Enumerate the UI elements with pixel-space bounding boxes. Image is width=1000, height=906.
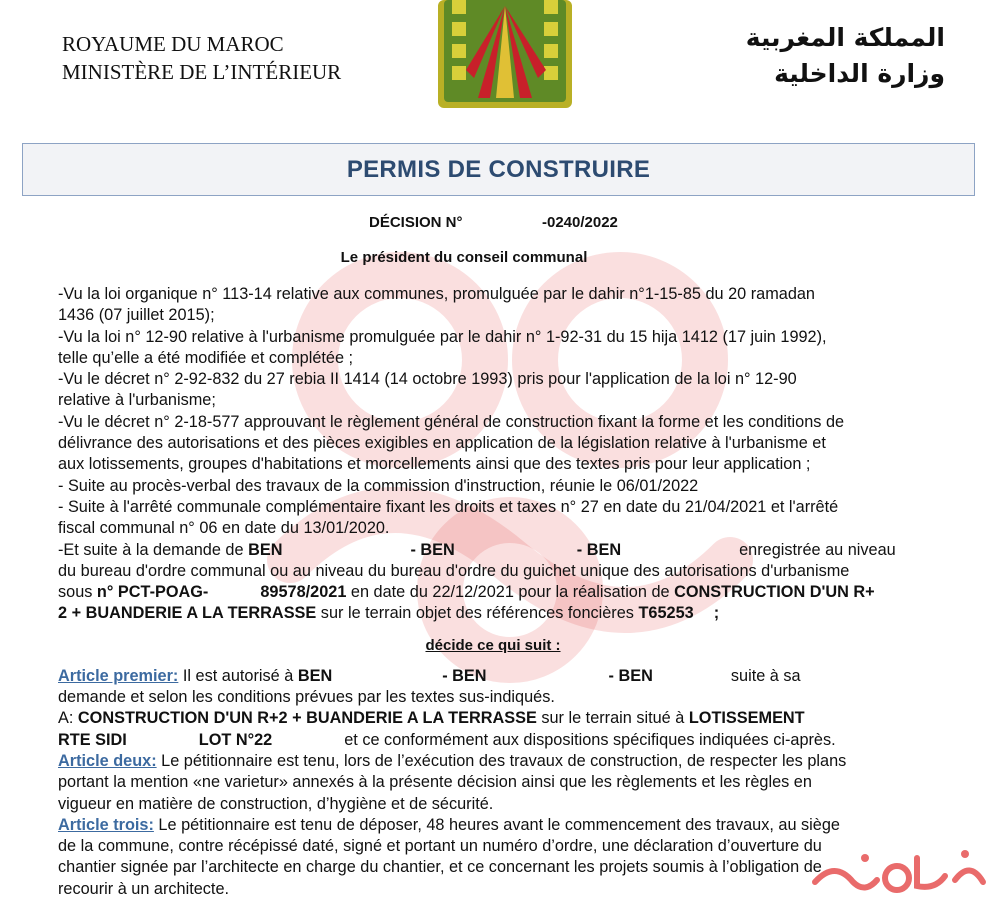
visa-line: telle qu’elle a été modifiée et complétée ;	[58, 348, 354, 367]
article2-label: Article deux:	[58, 751, 157, 770]
demande-line	[58, 603, 973, 624]
document-body	[58, 284, 973, 900]
project-name: 2 + BUANDERIE A LA TERRASSE	[58, 604, 317, 623]
article1-text: sur le terrain situé à	[536, 709, 689, 728]
article1-text: Il est autorisé à	[178, 666, 298, 685]
kingdom-label: ROYAUME DU MAROC	[62, 32, 284, 56]
demande-line	[58, 582, 973, 603]
demande-line	[58, 540, 973, 561]
article1-a-prefix: A:	[58, 709, 78, 728]
decide-heading: décide ce qui suit :	[425, 636, 561, 654]
visa-line: aux lotissements, groupes d'habitations et morcellements ainsi que des textes pris pour leur application ;	[58, 455, 811, 474]
visa-line: -Vu le décret n° 2-18-577 approuvant le règlement général de construction fixant la forme et les conditions de	[58, 412, 845, 431]
applicant-name: - BEN	[410, 540, 455, 559]
applicant-name: BEN	[248, 540, 283, 559]
ministry-arabic-label: وزارة الداخلية	[774, 59, 945, 88]
visa-line: relative à l'urbanisme;	[58, 391, 216, 410]
lot-number: LOT N°22	[198, 730, 273, 749]
date-text: en date du 22/12/2021 pour la réalisation de	[346, 583, 675, 602]
project-name: CONSTRUCTION D'UN R+2 + BUANDERIE A LA TERRASSE	[77, 709, 537, 728]
decision-label: DÉCISION N°	[369, 214, 463, 231]
land-title: T65253	[638, 604, 694, 623]
article3-line: recourir à un architecte.	[58, 879, 230, 898]
conform-text: et ce conformément aux dispositions spécifiques indiquées ci-après.	[344, 730, 836, 749]
route-label: RTE SIDI	[58, 730, 127, 749]
decision-number: -0240/2022	[542, 214, 618, 231]
beneficiary-name: BEN	[297, 666, 333, 685]
article3-text: Le pétitionnaire est tenu de déposer, 48 heures avant le commencement des travaux, au siège	[153, 815, 840, 834]
coat-of-arms-icon	[438, 0, 572, 108]
article1-line	[58, 730, 973, 751]
ministry-label: MINISTÈRE DE L’INTÉRIEUR	[62, 60, 342, 84]
visa-line: 1436 (07 juillet 2015);	[58, 306, 215, 325]
title-banner	[22, 143, 975, 196]
lotissement-label: LOTISSEMENT	[688, 709, 805, 728]
visa-line: -Vu la loi organique n° 113-14 relative aux communes, promulguée par le dahir n°1-15-85 du 20 ramadan	[58, 285, 815, 303]
visa-line: -Vu la loi n° 12-90 relative à l'urbanisme promulguée par le dahir n° 1-92-31 du 15 hija 1412 (17 juin 1992),	[58, 327, 827, 346]
article3-line: chantier signée par l’architecte en charge du chantier, et ce concernant les projets soumis à l’obligation de	[58, 858, 822, 877]
visa-line: - Suite au procès-verbal des travaux de la commission d'instruction, réunie le 06/01/2022	[58, 476, 699, 495]
page-title: PERMIS DE CONSTRUIRE	[346, 155, 651, 183]
article2-line	[58, 751, 973, 772]
beneficiary-name: - BEN	[608, 666, 653, 685]
article3-label: Article trois:	[58, 815, 154, 834]
end-mark: ;	[713, 604, 720, 623]
beneficiary-name: - BEN	[442, 666, 487, 685]
demande-line: du bureau d'ordre communal ou au niveau du bureau d'ordre du guichet unique des autorisations d'urbanisme	[58, 561, 850, 580]
president-heading: Le président du conseil communal	[340, 249, 588, 266]
article1-text: suite à sa	[730, 666, 801, 685]
article2-line: vigueur en matière de construction, d’hygiène et de sécurité.	[58, 794, 494, 813]
sous-label: sous	[58, 583, 97, 602]
article1-line: demande et selon les conditions prévues par les textes sus-indiqués.	[58, 688, 555, 707]
article2-line: portant la mention «ne varietur» annexés à la présente décision ainsi que les règlements et les règles en	[58, 773, 812, 792]
article1-line	[58, 666, 973, 687]
project-name: CONSTRUCTION D'UN R+	[674, 583, 875, 602]
visa-line: délivrance des autorisations et des pièces exigibles en application de la législation relative à l'urbanisme et	[58, 434, 826, 453]
article2-text: Le pétitionnaire est tenu, lors de l’exécution des travaux de construction, de respecter les plans	[156, 751, 847, 770]
header-right	[746, 20, 945, 92]
demande-prefix: -Et suite à la demande de	[58, 540, 249, 559]
article3-line	[58, 815, 973, 836]
terrain-text: sur le terrain objet des références foncières	[316, 604, 639, 623]
visa-line: -Vu le décret n° 2-92-832 du 27 rebia II 1414 (14 octobre 1993) pris pour l'application de la loi n° 12-90	[58, 370, 797, 389]
reference-prefix: n° PCT-POAG-	[96, 583, 209, 602]
article1-line	[58, 708, 973, 729]
header-left	[62, 30, 341, 86]
visa-line: - Suite à l'arrêté communale complémentaire fixant les droits et taxes n° 27 en date du 21/04/2021 et l'arrêté	[58, 497, 839, 516]
article1-label: Article premier:	[58, 666, 179, 685]
applicant-name: - BEN	[576, 540, 622, 559]
article3-line: de la commune, contre récépissé daté, signé et portant un numéro d’ordre, une déclaration d’ouverture du	[58, 837, 822, 856]
visa-line: fiscal communal n° 06 en date du 13/01/2020.	[58, 519, 390, 538]
kingdom-arabic-label: المملكة المغربية	[745, 23, 945, 52]
reference-number: 89578/2021	[260, 583, 347, 602]
demande-suffix: enregistrée au niveau	[739, 540, 896, 559]
